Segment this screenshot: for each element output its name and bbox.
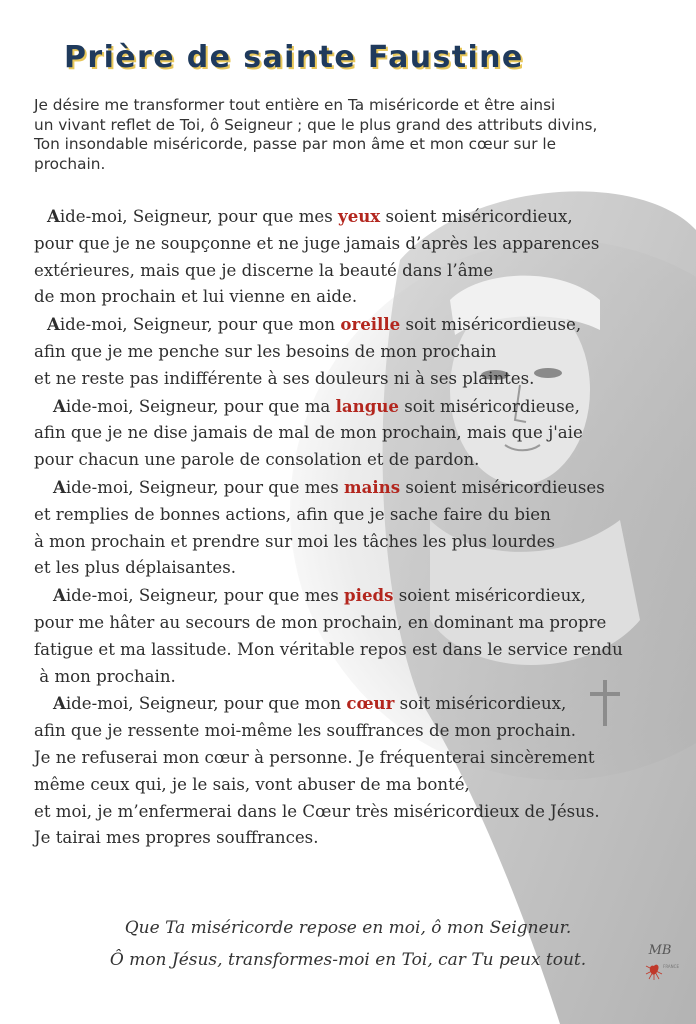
prayer-line: et les plus déplaisantes.	[34, 558, 237, 578]
line-text: ide-moi, Seigneur, pour que mes	[65, 586, 345, 606]
stanza-first-line	[34, 203, 674, 231]
prayer-line: fatigue et ma lassitude. Mon véritable repos est dans le service rendu	[34, 639, 623, 659]
prayer-line: afin que je ressente moi-même les souffrances de mon prochain.	[34, 721, 577, 741]
line-text: soit miséricordieuse,	[400, 315, 582, 335]
prayer-body	[34, 203, 674, 852]
stanza-first-line	[34, 393, 674, 421]
prayer-line: pour chacun une parole de consolation et de pardon.	[34, 450, 480, 470]
prayer-stanza-ear	[34, 311, 674, 392]
prayer-stanza-hands	[34, 474, 674, 582]
prayer-line: à mon prochain.	[34, 666, 176, 686]
prayer-line: et moi, je m’enfermerai dans le Cœur très miséricordieux de Jésus.	[34, 801, 600, 821]
line-text: ide-moi, Seigneur, pour que mes	[65, 477, 345, 497]
closing-line: Que Ta miséricorde repose en moi, ô mon Seigneur.	[124, 918, 572, 938]
keyword-ear: oreille	[340, 314, 401, 335]
prayer-line: extérieures, mais que je discerne la beauté dans l’âme	[34, 260, 494, 280]
page-title: Prière de sainte Faustine	[64, 40, 524, 75]
prayer-line: afin que je me penche sur les besoins de mon prochain	[34, 341, 497, 361]
line-text: soient miséricordieux,	[393, 586, 586, 606]
intro-paragraph	[34, 96, 674, 174]
prayer-stanza-tongue	[34, 393, 674, 474]
prayer-line: de mon prochain et lui vienne en aide.	[34, 287, 358, 307]
intro-line: prochain.	[34, 154, 106, 173]
line-text: ide-moi, Seigneur, pour que mon	[59, 315, 341, 335]
prayer-line: et ne reste pas indifférente à ses douleurs ni à ses plaintes.	[34, 368, 535, 388]
prayer-line: pour que je ne soupçonne et ne juge jamais d’après les apparences	[34, 233, 600, 253]
drop-cap: A	[47, 206, 60, 226]
line-text: soit miséricordieuse,	[398, 396, 580, 416]
line-text: ide-moi, Seigneur, pour que ma	[65, 396, 336, 416]
keyword-tongue: langue	[335, 395, 399, 416]
line-text: ide-moi, Seigneur, pour que mon	[65, 694, 347, 714]
mb-logo	[640, 930, 680, 990]
prayer-line: afin que je ne dise jamais de mal de mon prochain, mais que j'aie	[34, 423, 583, 443]
logo-small-text: FRANCE	[663, 964, 679, 969]
intro-line: un vivant reflet de Toi, ô Seigneur ; que le plus grand des attributs divins,	[34, 115, 598, 134]
stanza-first-line	[34, 582, 674, 610]
drop-cap: A	[47, 314, 60, 335]
prayer-line: même ceux qui, je le sais, vont abuser de ma bonté,	[34, 774, 470, 794]
stanza-first-line	[34, 690, 674, 718]
stanza-first-line	[34, 311, 674, 339]
line-text: soit miséricordieux,	[394, 694, 567, 714]
closing-invocation	[0, 912, 696, 976]
keyword-heart: cœur	[346, 693, 395, 714]
prayer-line: et remplies de bonnes actions, afin que je sache faire du bien	[34, 504, 551, 524]
closing-line: Ô mon Jésus, transformes-moi en Toi, car Tu peux tout.	[109, 950, 587, 970]
prayer-stanza-feet	[34, 582, 674, 690]
line-text: soient miséricordieuses	[400, 477, 605, 497]
sacred-heart-icon	[646, 965, 662, 980]
stanza-first-line	[34, 474, 674, 502]
prayer-line: Je ne refuserai mon cœur à personne. Je fréquenterai sincèrement	[34, 747, 595, 767]
line-text: soient miséricordieux,	[380, 207, 573, 226]
prayer-line: pour me hâter au secours de mon prochain, en dominant ma propre	[34, 612, 607, 632]
prayer-line: Je tairai mes propres souffrances.	[34, 828, 319, 848]
prayer-stanza-heart	[34, 690, 674, 852]
drop-cap: A	[53, 476, 66, 497]
logo-letters: MB	[648, 943, 672, 958]
intro-line: Ton insondable miséricorde, passe par mon âme et mon cœur sur le	[34, 135, 557, 153]
drop-cap: A	[53, 585, 66, 606]
keyword-hands: mains	[344, 476, 401, 497]
intro-line: Je désire me transformer tout entière en Ta miséricorde et être ainsi	[34, 96, 556, 114]
drop-cap: A	[53, 693, 66, 714]
keyword-eyes: yeux	[338, 206, 381, 226]
drop-cap: A	[53, 395, 66, 416]
prayer-stanza-eyes	[34, 203, 674, 311]
keyword-feet: pieds	[344, 585, 394, 606]
line-text: ide-moi, Seigneur, pour que mes	[59, 207, 339, 226]
prayer-line: à mon prochain et prendre sur moi les tâches les plus lourdes	[34, 531, 556, 551]
